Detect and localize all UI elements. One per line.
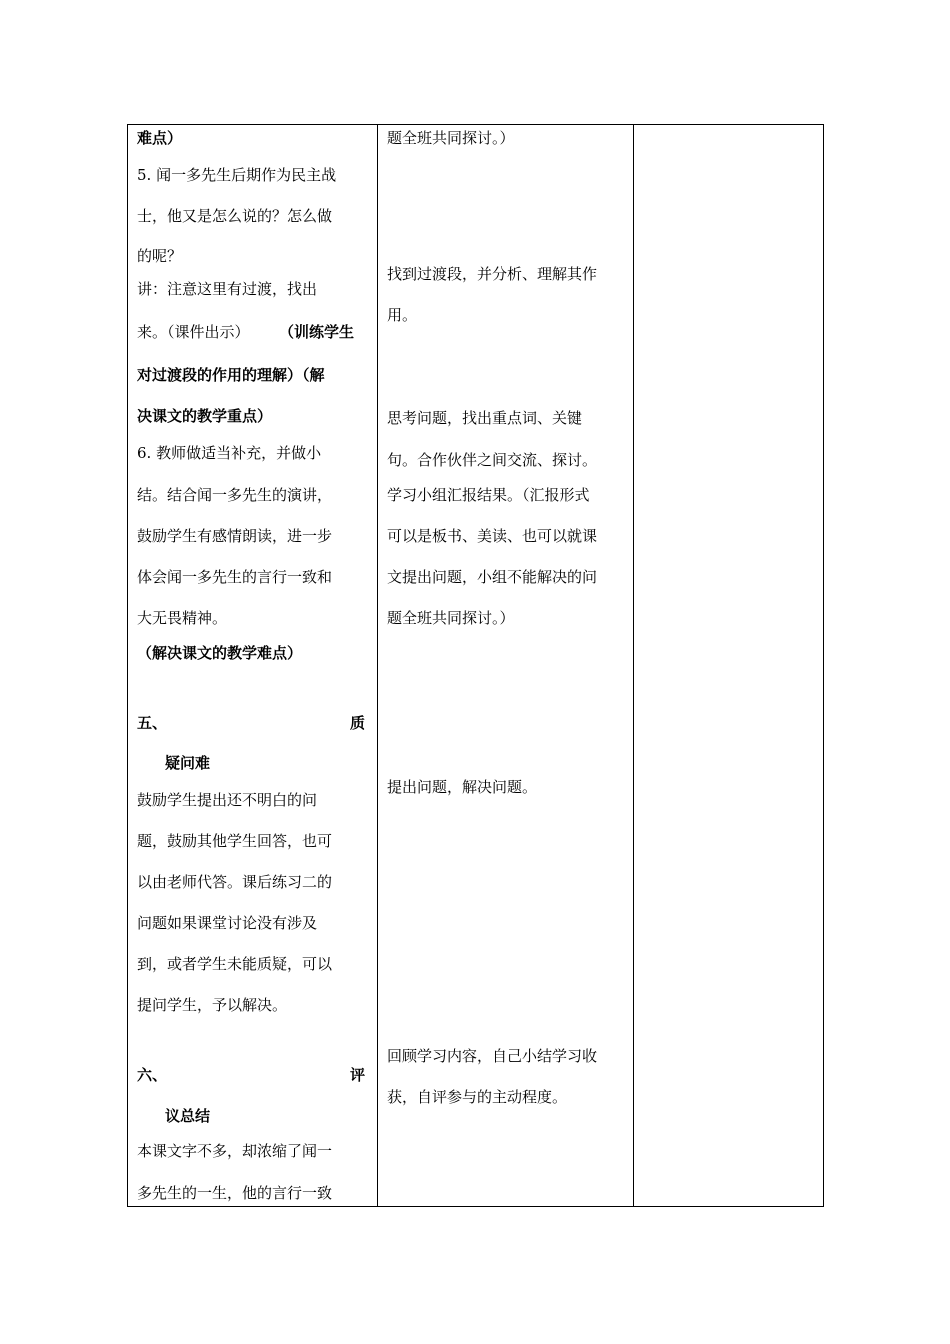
section6-number: 六、 — [137, 1066, 168, 1084]
q5-bold-note: （训练学生 — [279, 323, 355, 341]
section6-line: 本课文字不多，却浓缩了闻一 — [137, 1142, 333, 1160]
transition-line: 用。 — [387, 306, 418, 324]
section5-line: 以由老师代答。课后练习二的 — [137, 873, 333, 891]
section6-heading-part: 议总结 — [165, 1107, 211, 1125]
q5-line: 士，他又是怎么说的？怎么做 — [137, 207, 333, 225]
section5-heading-part: 疑问难 — [165, 754, 211, 772]
section6-heading — [137, 1065, 365, 1085]
q5-speak-line: 讲：注意这里有过渡，找出 — [137, 280, 318, 298]
section5-line: 提问学生，予以解决。 — [137, 996, 288, 1014]
think-line: 思考问题，找出重点词、关键 — [387, 409, 583, 427]
student-text: 题全班共同探讨。） — [387, 129, 515, 147]
think-line: 文提出问题，小组不能解决的问 — [387, 568, 598, 586]
teacher-activity-column — [137, 125, 365, 1206]
section5-heading — [137, 713, 365, 733]
section6-line: 多先生的一生，他的言行一致 — [137, 1184, 333, 1202]
think-line: 学习小组汇报结果。（汇报形式 — [387, 486, 590, 504]
think-line: 题全班共同探讨。） — [387, 609, 515, 627]
section5-line: 到，或者学生未能质疑，可以 — [137, 955, 333, 973]
think-line: 句。合作伙伴之间交流、探讨。 — [387, 451, 598, 469]
q5-bold-note: 对过渡段的作用的理解）（解 — [137, 366, 325, 384]
review-line: 回顾学习内容，自己小结学习收 — [387, 1047, 598, 1065]
q5-line: 的呢？ — [137, 247, 183, 265]
raise-question-line: 提出问题，解决问题。 — [387, 778, 538, 796]
column-divider — [377, 125, 378, 1206]
q5-line: 5. 闻一多先生后期作为民主战 — [137, 166, 337, 184]
section5-heading-part: 质 — [349, 714, 365, 732]
section5-number: 五、 — [137, 714, 168, 732]
notes-column — [643, 125, 813, 1206]
think-line: 可以是板书、美读、也可以就课 — [387, 527, 598, 545]
q6-line: 大无畏精神。 — [137, 609, 228, 627]
transition-line: 找到过渡段，并分析、理解其作 — [387, 265, 598, 283]
continuation-text: 难点） — [137, 129, 183, 147]
q5-bold-note: 决课文的教学重点） — [137, 407, 273, 425]
section6-heading-part: 评 — [349, 1066, 365, 1084]
q6-line: 6. 教师做适当补充，并做小 — [137, 444, 322, 462]
student-activity-column — [387, 125, 625, 1206]
q6-line: 结。结合闻一多先生的演讲， — [137, 486, 333, 504]
q6-line: 体会闻一多先生的言行一致和 — [137, 568, 333, 586]
section5-line: 题，鼓励其他学生回答，也可 — [137, 832, 333, 850]
section5-line: 问题如果课堂讨论没有涉及 — [137, 914, 318, 932]
q5-speak-line: 来。（课件出示） — [137, 323, 250, 341]
section5-line: 鼓励学生提出还不明白的问 — [137, 791, 318, 809]
review-line: 获，自评参与的主动程度。 — [387, 1088, 568, 1106]
column-divider — [633, 125, 634, 1206]
q6-bold-note: （解决课文的教学难点） — [137, 644, 303, 662]
lesson-plan-table — [127, 124, 824, 1207]
q6-line: 鼓励学生有感情朗读，进一步 — [137, 527, 333, 545]
